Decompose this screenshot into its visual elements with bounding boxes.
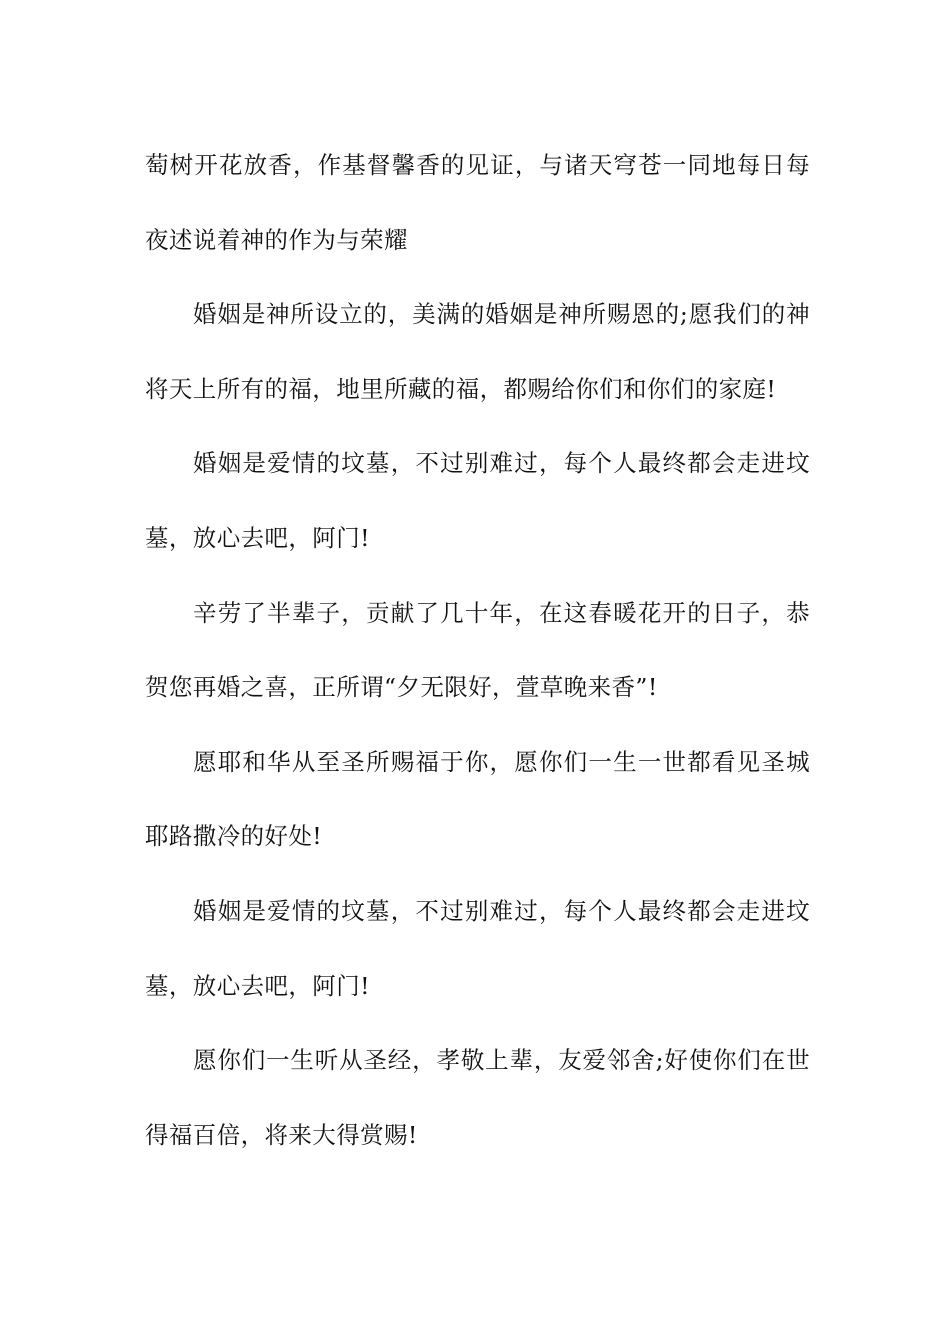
paragraph: 婚姻是爱情的坟墓，不过别难过，每个人最终都会走进坟墓，放心去吧，阿门! — [145, 896, 810, 1000]
paragraph: 婚姻是爱情的坟墓，不过别难过，每个人最终都会走进坟墓，放心去吧，阿门! — [145, 449, 810, 552]
paragraph: 辛劳了半辈子，贡献了几十年，在这春暖花开的日子，恭贺您再婚之喜，正所谓“夕无限好，萱草晚来香”! — [145, 598, 810, 702]
document-body — [145, 128, 810, 1172]
paragraph: 愿耶和华从至圣所赐福于你，愿你们一生一世都看见圣城耶路撒冷的好处! — [145, 747, 810, 851]
paragraph: 婚姻是神所设立的，美满的婚姻是神所赐恩的;愿我们的神将天上所有的福，地里所藏的福，都赐给你们和你们的家庭! — [145, 300, 810, 403]
paragraph: 愿你们一生听从圣经，孝敬上辈，友爱邻舍;好使你们在世得福百倍，将来大得赏赐! — [145, 1046, 810, 1149]
paragraph-continued: 萄树开花放香，作基督馨香的见证，与诸天穹苍一同地每日每夜述说着神的作为与荣耀 — [145, 151, 810, 254]
